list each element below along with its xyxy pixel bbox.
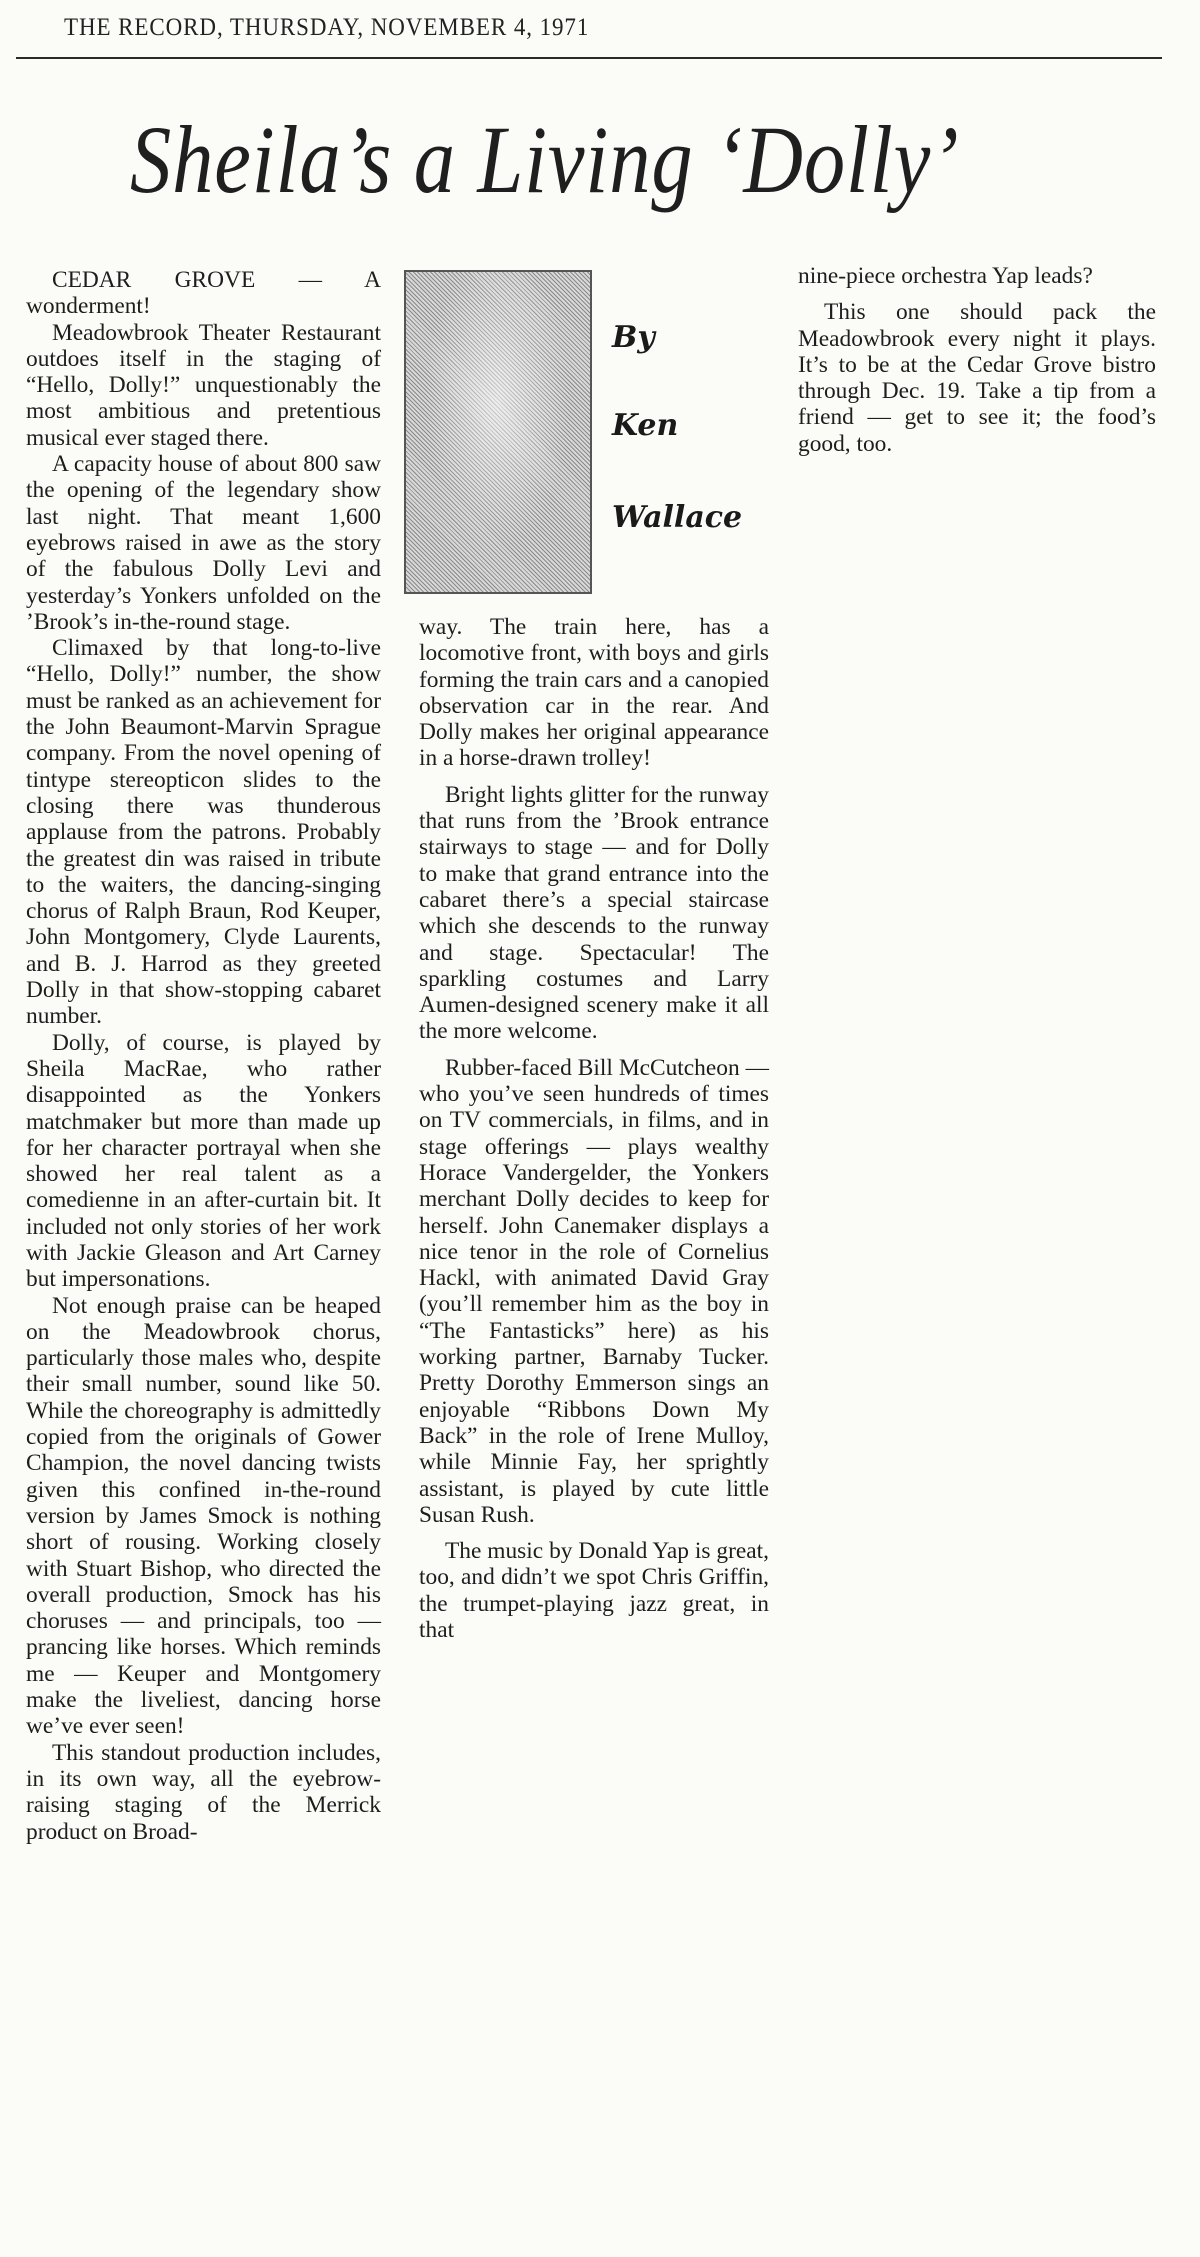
paragraph: way. The train here, has a locomotive front, with boys and girls forming the train cars and a canopied observation car in the rear. And Dolly makes her original appearance in a horse-drawn trolley! [419, 614, 769, 772]
article-column-1 [26, 267, 381, 1845]
paragraph: The music by Donald Yap is great, too, and didn’t we spot Chris Griffin, the trumpet-playing jazz great, in that [419, 1538, 769, 1643]
paragraph: A capacity house of about 800 saw the opening of the legendary show last night. That meant 1,600 eyebrows raised in awe as the story of the fabulous Dolly Levi and yesterday’s Yonkers unfolded on the ’Brook’s in-the-round stage. [26, 451, 381, 635]
paragraph: Climaxed by that long-to-live “Hello, Dolly!” number, the show must be ranked as an achievement for the John Beaumont-Marvin Sprague company. From the novel opening of tintype stereopticon slides to the closing there was thunderous applause from the patrons. Probably the greatest din was raised in tribute to the waiters, the dancing-singing chorus of Ralph Braun, Rod Keuper, John Montgomery, Clyde Laurents, and B. J. Harrod as they greeted Dolly in that show-stopping cabaret number. [26, 635, 381, 1030]
paragraph: Not enough praise can be heaped on the Meadowbrook chorus, particularly those males who, despite their small number, sound like 50. While the choreography is admittedly copied from the originals of Gower Champion, the novel dancing twists given this confined in-the-round version by James Smock is nothing short of rousing. Working closely with Stuart Bishop, who directed the overall production, Smock has his choruses — and principals, too — prancing like horses. Which reminds me — Keuper and Montgomery make the liveliest, dancing horse we’ve ever seen! [26, 1292, 381, 1740]
paragraph: Rubber-faced Bill McCutcheon — who you’ve seen hundreds of times on TV commercials, in films, and in stage offerings — plays wealthy Horace Vandergelder, the Yonkers merchant Dolly decides to keep for herself. John Canemaker displays a nice tenor in the role of Cornelius Hackl, with animated David Gray (you’ll remember him as the boy in “The Fantasticks” here) as his working partner, Barnaby Tucker. Pretty Dorothy Emmerson sings an enjoyable “Ribbons Down My Back” in the role of Irene Mulloy, while Minnie Fay, her sprightly assistant, is played by cute little Susan Rush. [419, 1054, 769, 1528]
byline-first-name: Ken [612, 408, 679, 443]
article-column-2 [419, 614, 769, 1643]
masthead-rule [16, 57, 1162, 59]
byline-by: By [612, 320, 655, 355]
author-portrait-photo [404, 270, 592, 594]
paragraph: Dolly, of course, is played by Sheila MacRae, who rather disappointed as the Yonkers matchmaker but more than made up for her character portrayal when she showed her real talent as a comedienne in an after-curtain bit. It included not only stories of her work with Jackie Gleason and Art Carney but impersonations. [26, 1029, 381, 1293]
masthead: THE RECORD, THURSDAY, NOVEMBER 4, 1971 [64, 14, 590, 41]
paragraph: nine-piece orchestra Yap leads? [798, 263, 1093, 289]
paragraph: This one should pack the Meadowbrook every night it plays. It’s to be at the Cedar Grove bistro through Dec. 19. Take a tip from a friend — get to see it; the food’s good, too. [798, 299, 1156, 457]
headline: Sheila’s a Living ‘Dolly’ [130, 106, 960, 213]
paragraph: Meadowbrook Theater Restaurant outdoes itself in the staging of “Hello, Dolly!” unquestionably the most ambitious and pretentious musical ever staged there. [26, 319, 381, 451]
paragraph: This standout production includes, in its own way, all the eyebrow-raising staging of the Merrick product on Broad- [26, 1739, 381, 1845]
paragraph: Bright lights glitter for the runway that runs from the ’Brook entrance stairways to stage — and for Dolly to make that grand entrance into the cabaret there’s a special staircase which she descends to the runway and stage. Spectacular! The sparkling costumes and Larry Aumen-designed scenery make it all the more welcome. [419, 781, 769, 1045]
article-column-3 [798, 263, 1156, 457]
paragraph: CEDAR GROVE — A wonderment! [26, 267, 381, 320]
byline-last-name: Wallace [612, 500, 743, 535]
